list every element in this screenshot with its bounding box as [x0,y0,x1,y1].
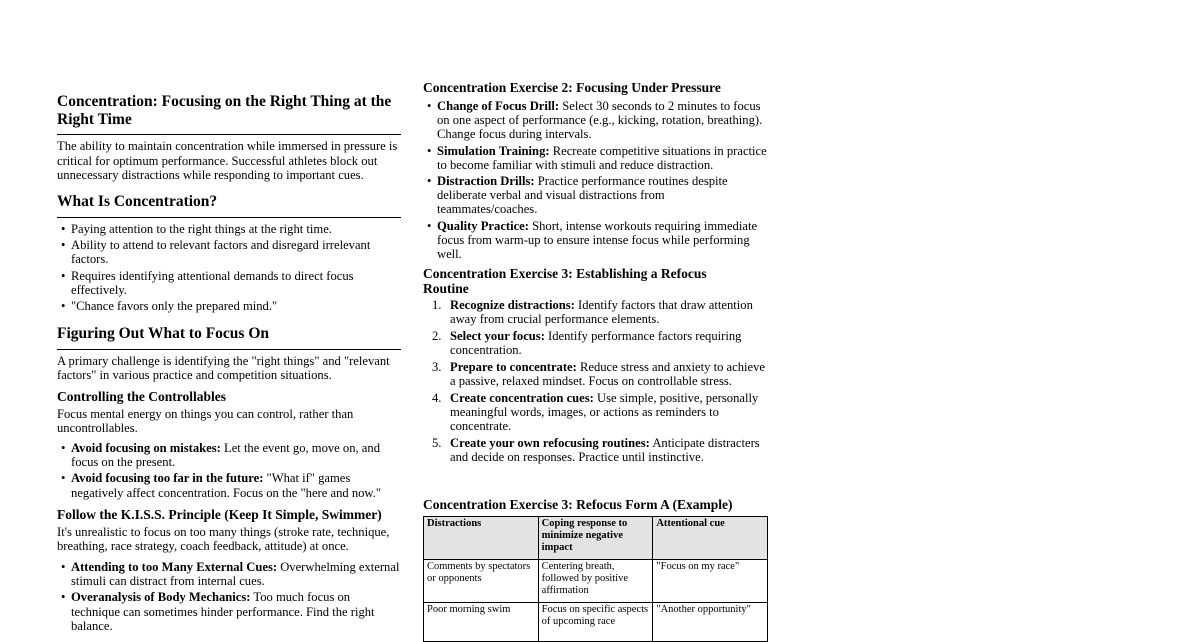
table-header: Distractions [424,517,539,560]
table-cell: Focus on specific aspects of upcoming race [538,603,653,642]
list-item: • Paying attention to the right things at the right time. [61,222,332,236]
list-item: • Distraction Drills: Practice performance routines despite deliberate verbal and visual distractions from teammates/coaches. [427,174,728,217]
list-item: • "Chance favors only the prepared mind." [61,299,278,314]
list-item: • Overanalysis of Body Mechanics: Too much focus on technique can sometimes hinder performance. Find the right balance. [61,590,375,633]
refocus-form-table [423,516,768,642]
list-item: • Attending to too Many External Cues: Overwhelming external stimuli can distract from internal cues. [61,560,400,589]
exercise-3-heading: Concentration Exercise 3: Establishing a Refocus Routine [423,266,707,296]
list-item: 3. Prepare to concentrate: Reduce stress and anxiety to achieve a passive, relaxed mindset. Focus on controllable stress. [432,360,765,388]
controllables-heading: Controlling the Controllables [57,389,227,404]
list-item: • Simulation Training: Recreate competitive situations in practice to become familiar with stimuli and reduce distraction. [427,143,767,172]
controllables-list [57,441,401,502]
list-item: • Avoid focusing too far in the future: "What if" games negatively affect concentration. Focus on the "here and now." [61,471,381,500]
list-item: • Avoid focusing on mistakes: Let the event go, move on, and focus on the present. [61,441,380,470]
table-header: Attentional cue [653,517,768,560]
list-item: • Quality Practice: Short, intense workouts requiring immediate focus from warm-up to ensure intense focus while performing well. [427,218,758,262]
table-row [424,603,768,642]
table-cell: Poor morning swim [424,603,539,642]
kiss-paragraph: It's unrealistic to focus on too many things (stroke rate, technique, breathing, race strategy, coach feedback, attitude) at once. [57,525,390,553]
table-header-row [424,517,768,560]
table-cell: Centering breath, followed by positive affirmation [538,560,653,603]
table-row [424,560,768,603]
table-cell: "Focus on my race" [653,560,768,603]
refocus-form-heading: Concentration Exercise 3: Refocus Form A (Example) [423,497,733,512]
what-is-concentration-list [57,222,401,315]
table-cell: "Another opportunity" [653,603,768,642]
list-item: 5. Create your own refocusing routines: Anticipate distracters and decide on responses. Practice until instinctive. [432,436,760,464]
list-item: • Change of Focus Drill: Select 30 seconds to 2 minutes to focus on one aspect of performance (e.g., kicking, rotation, breathing). Change focus during intervals. [427,99,763,142]
focus-paragraph: A primary challenge is identifying the "right things" and "relevant factors" in various practice and competition situations. [57,354,390,382]
list-item: 2. Select your focus: Identify performance factors requiring concentration. [432,329,742,357]
list-item: • Requires identifying attentional demands to direct focus effectively. [61,268,354,297]
figuring-out-heading: Figuring Out What to Focus On [57,325,401,350]
list-item: 4. Create concentration cues: Use simple, positive, personally meaningful words, images, or actions as reminders to concentrate. [432,391,759,433]
list-item: • Ability to attend to relevant factors and disregard irrelevant factors. [61,238,371,267]
exercise-2-heading: Concentration Exercise 2: Focusing Under Pressure [423,80,721,95]
list-item: 1. Recognize distractions: Identify factors that draw attention away from crucial performance elements. [432,298,753,326]
kiss-heading: Follow the K.I.S.S. Principle (Keep It Simple, Swimmer) [57,507,382,522]
kiss-list [57,560,401,635]
exercise-2-list [423,99,768,263]
what-is-concentration-heading: What Is Concentration? [57,193,401,218]
table-header: Coping response to minimize negative impact [538,517,653,560]
exercise-3-steps [423,298,768,467]
controllables-paragraph: Focus mental energy on things you can control, rather than uncontrollables. [57,407,354,435]
page-title: Concentration: Focusing on the Right Thing at the Right Time [57,93,401,135]
table-cell: Comments by spectators or opponents [424,560,539,603]
intro-paragraph: The ability to maintain concentration while immersed in pressure is critical for optimum performance. Successful athletes block out unnecessary distractions while responding to important cues. [57,139,398,183]
